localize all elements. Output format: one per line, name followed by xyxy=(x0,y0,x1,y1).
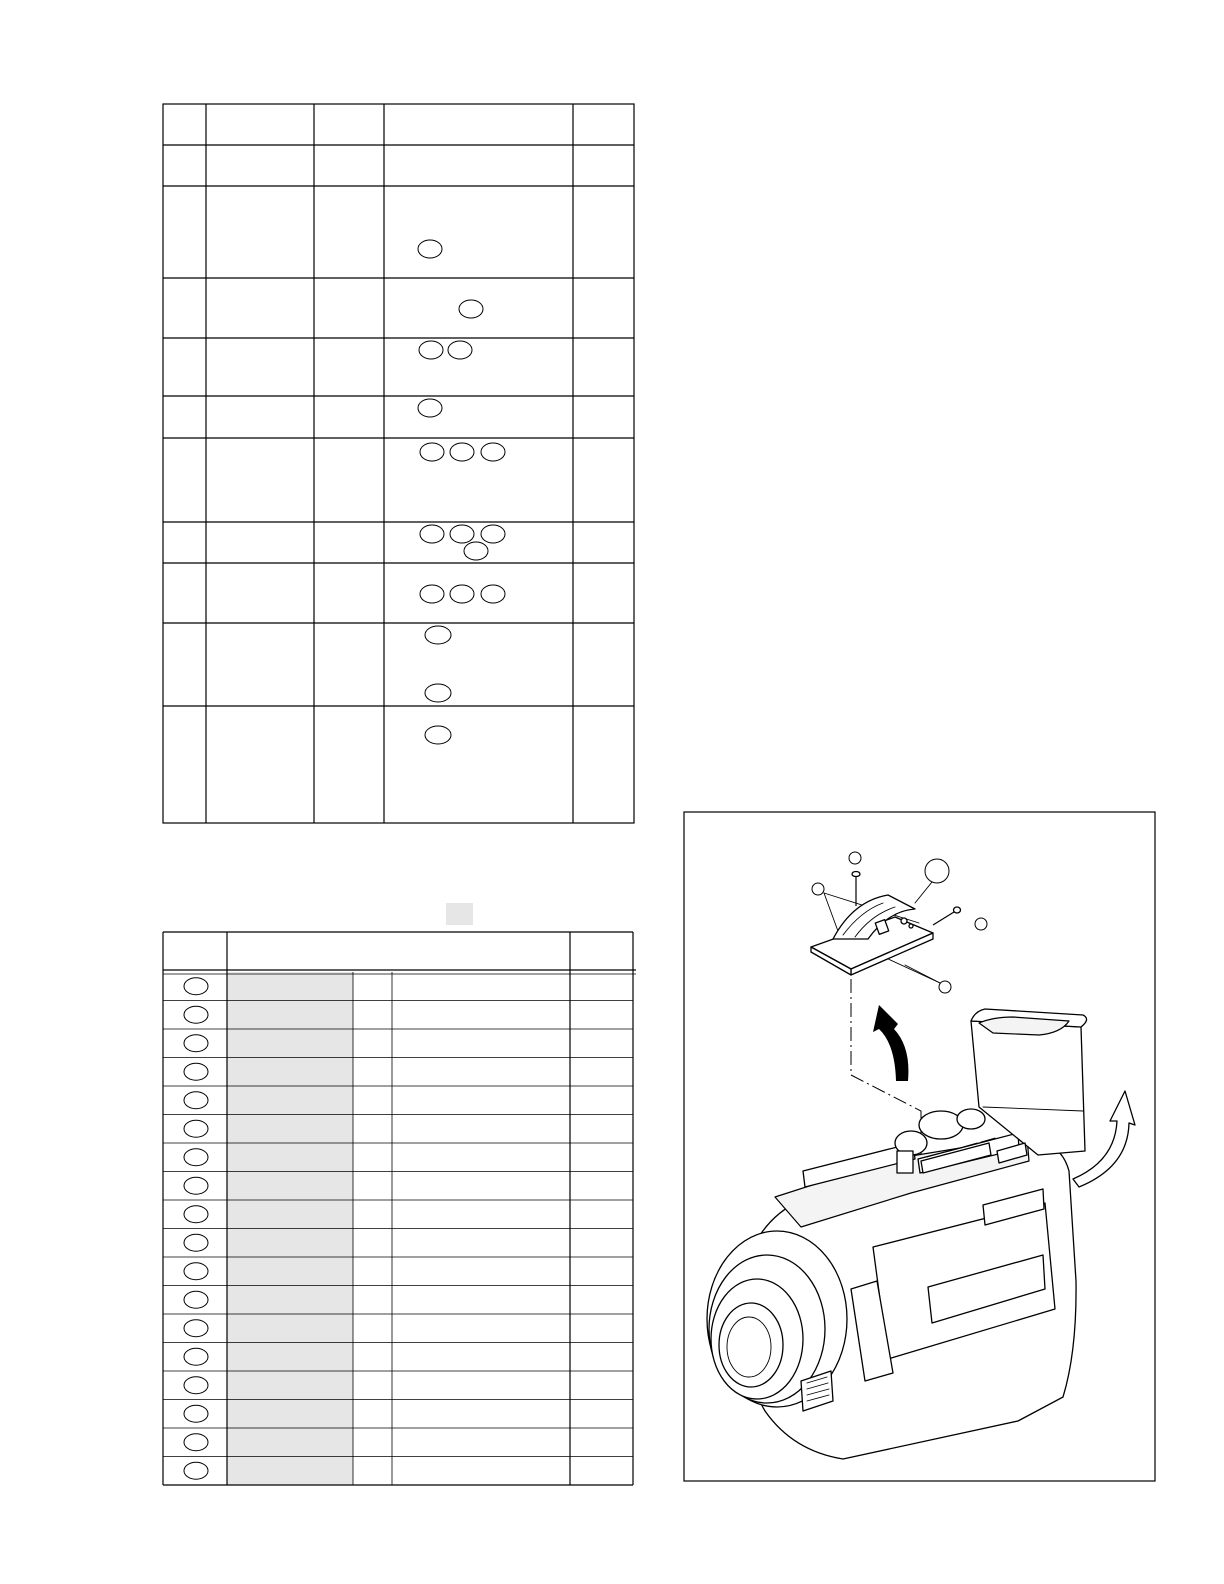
ref-oval xyxy=(450,585,474,603)
ref-oval xyxy=(418,240,442,258)
parts-row-ref-oval xyxy=(184,978,208,995)
ref-oval xyxy=(464,542,488,560)
ref-oval xyxy=(420,585,444,603)
parts-row-ref-oval xyxy=(184,1149,208,1166)
header-shaded-marker xyxy=(446,903,473,925)
callout-circle xyxy=(939,981,951,993)
ref-oval xyxy=(481,525,505,543)
ref-oval xyxy=(418,399,442,417)
parts-row-ref-oval xyxy=(184,1006,208,1023)
disassembly-table xyxy=(162,103,636,826)
callout-circle xyxy=(975,918,987,930)
ref-oval xyxy=(425,726,451,744)
parts-row-ref-oval xyxy=(184,1092,208,1109)
parts-row-ref-oval xyxy=(184,1434,208,1451)
parts-row-ref-oval xyxy=(184,1320,208,1337)
disassembly-table-frame xyxy=(163,104,634,823)
parts-row-ref-oval xyxy=(184,1377,208,1394)
viewfinder-eyecup xyxy=(971,1009,1087,1155)
parts-table xyxy=(162,903,638,1487)
parts-row-ref-oval xyxy=(184,1291,208,1308)
parts-row-ref-oval xyxy=(184,1234,208,1251)
parts-row-ref-oval xyxy=(184,1263,208,1280)
disassembly-table-row-lines xyxy=(163,145,634,706)
ref-oval xyxy=(481,443,505,461)
callout-circle xyxy=(812,883,824,895)
parts-row-ref-oval xyxy=(184,1206,208,1223)
camcorder-disassembly-figure xyxy=(683,811,1157,1483)
ref-oval xyxy=(459,300,483,318)
parts-row-ref-oval xyxy=(184,1405,208,1422)
screw-side xyxy=(933,907,961,925)
ref-oval xyxy=(448,341,472,359)
callout-circle-large xyxy=(925,859,949,883)
screw-top xyxy=(852,872,860,907)
ref-oval xyxy=(420,443,444,461)
parts-row-ref-oval xyxy=(184,1063,208,1080)
ref-oval xyxy=(450,525,474,543)
ref-oval xyxy=(419,341,443,359)
ref-oval xyxy=(420,525,444,543)
parts-row-ref-oval xyxy=(184,1462,208,1479)
ref-oval xyxy=(481,585,505,603)
lift-up-arrow xyxy=(873,1005,908,1081)
reference-callouts xyxy=(418,240,505,744)
ref-oval xyxy=(425,684,451,702)
parts-row-ref-oval xyxy=(184,1120,208,1137)
parts-row-ref-oval xyxy=(184,1177,208,1194)
ref-oval xyxy=(450,443,474,461)
callout-circle xyxy=(849,852,861,864)
parts-row-ref-oval xyxy=(184,1035,208,1052)
parts-row-ref-oval xyxy=(184,1348,208,1365)
ref-oval xyxy=(425,626,451,644)
